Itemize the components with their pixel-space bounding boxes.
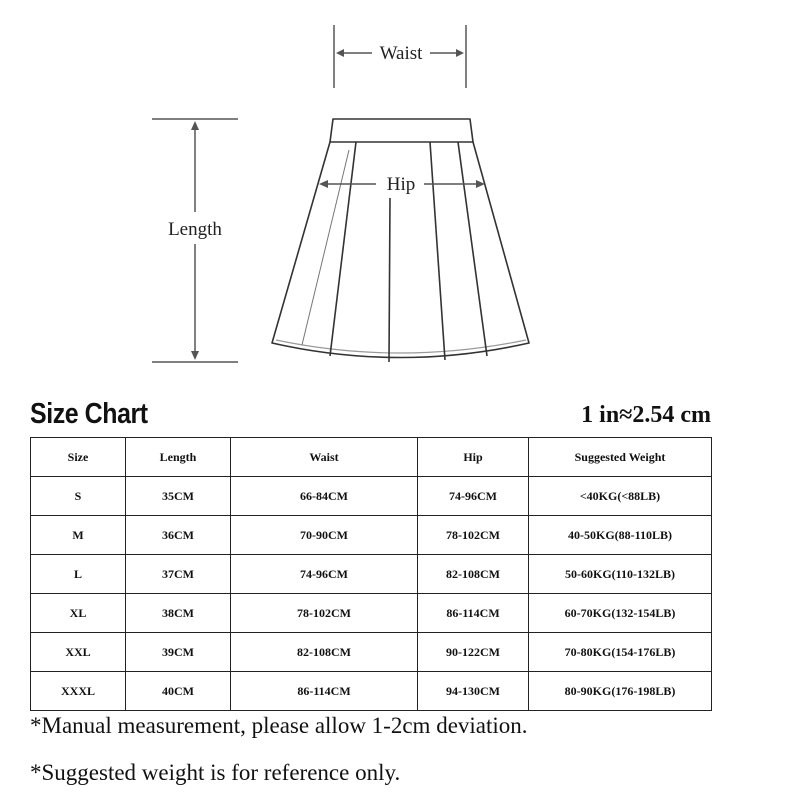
cell-hip: 94-130CM xyxy=(418,672,529,711)
header-suggested-weight: Suggested Weight xyxy=(529,438,712,477)
cell-waist: 66-84CM xyxy=(231,477,418,516)
hip-label: Hip xyxy=(386,174,416,195)
table-header-row xyxy=(31,438,712,477)
cell-length: 40CM xyxy=(126,672,231,711)
header-length: Length xyxy=(126,438,231,477)
cell-waist: 78-102CM xyxy=(231,594,418,633)
cell-size: M xyxy=(31,516,126,555)
header-hip: Hip xyxy=(418,438,529,477)
cell-length: 37CM xyxy=(126,555,231,594)
cell-weight: 40-50KG(88-110LB) xyxy=(529,516,712,555)
cell-hip: 82-108CM xyxy=(418,555,529,594)
header-waist: Waist xyxy=(231,438,418,477)
header-size: Size xyxy=(31,438,126,477)
length-measure xyxy=(152,119,238,362)
size-chart-title: Size Chart xyxy=(30,398,148,430)
cell-size: XXL xyxy=(31,633,126,672)
cell-length: 35CM xyxy=(126,477,231,516)
length-label: Length xyxy=(168,219,222,240)
cell-weight: 60-70KG(132-154LB) xyxy=(529,594,712,633)
cell-waist: 82-108CM xyxy=(231,633,418,672)
table-row xyxy=(31,672,712,711)
weight-note: *Suggested weight is for reference only. xyxy=(30,760,401,785)
cell-weight: 70-80KG(154-176LB) xyxy=(529,633,712,672)
cell-hip: 90-122CM xyxy=(418,633,529,672)
cell-hip: 86-114CM xyxy=(418,594,529,633)
cell-length: 39CM xyxy=(126,633,231,672)
cell-hip: 74-96CM xyxy=(418,477,529,516)
measurement-note: *Manual measurement, please allow 1-2cm deviation. xyxy=(30,713,528,738)
table-row xyxy=(31,477,712,516)
size-table xyxy=(30,437,712,711)
cell-waist: 86-114CM xyxy=(231,672,418,711)
cell-weight: 80-90KG(176-198LB) xyxy=(529,672,712,711)
table-row xyxy=(31,594,712,633)
waist-label: Waist xyxy=(379,43,423,64)
cell-size: S xyxy=(31,477,126,516)
unit-conversion: 1 in≈2.54 cm xyxy=(581,402,711,428)
cell-size: XXXL xyxy=(31,672,126,711)
cell-weight: <40KG(<88LB) xyxy=(529,477,712,516)
table-row xyxy=(31,633,712,672)
cell-size: L xyxy=(31,555,126,594)
cell-size: XL xyxy=(31,594,126,633)
table-row xyxy=(31,516,712,555)
skirt-illustration xyxy=(272,119,529,362)
cell-weight: 50-60KG(110-132LB) xyxy=(529,555,712,594)
cell-length: 36CM xyxy=(126,516,231,555)
cell-waist: 70-90CM xyxy=(231,516,418,555)
skirt-diagram xyxy=(0,0,800,390)
cell-hip: 78-102CM xyxy=(418,516,529,555)
cell-waist: 74-96CM xyxy=(231,555,418,594)
table-row xyxy=(31,555,712,594)
cell-length: 38CM xyxy=(126,594,231,633)
